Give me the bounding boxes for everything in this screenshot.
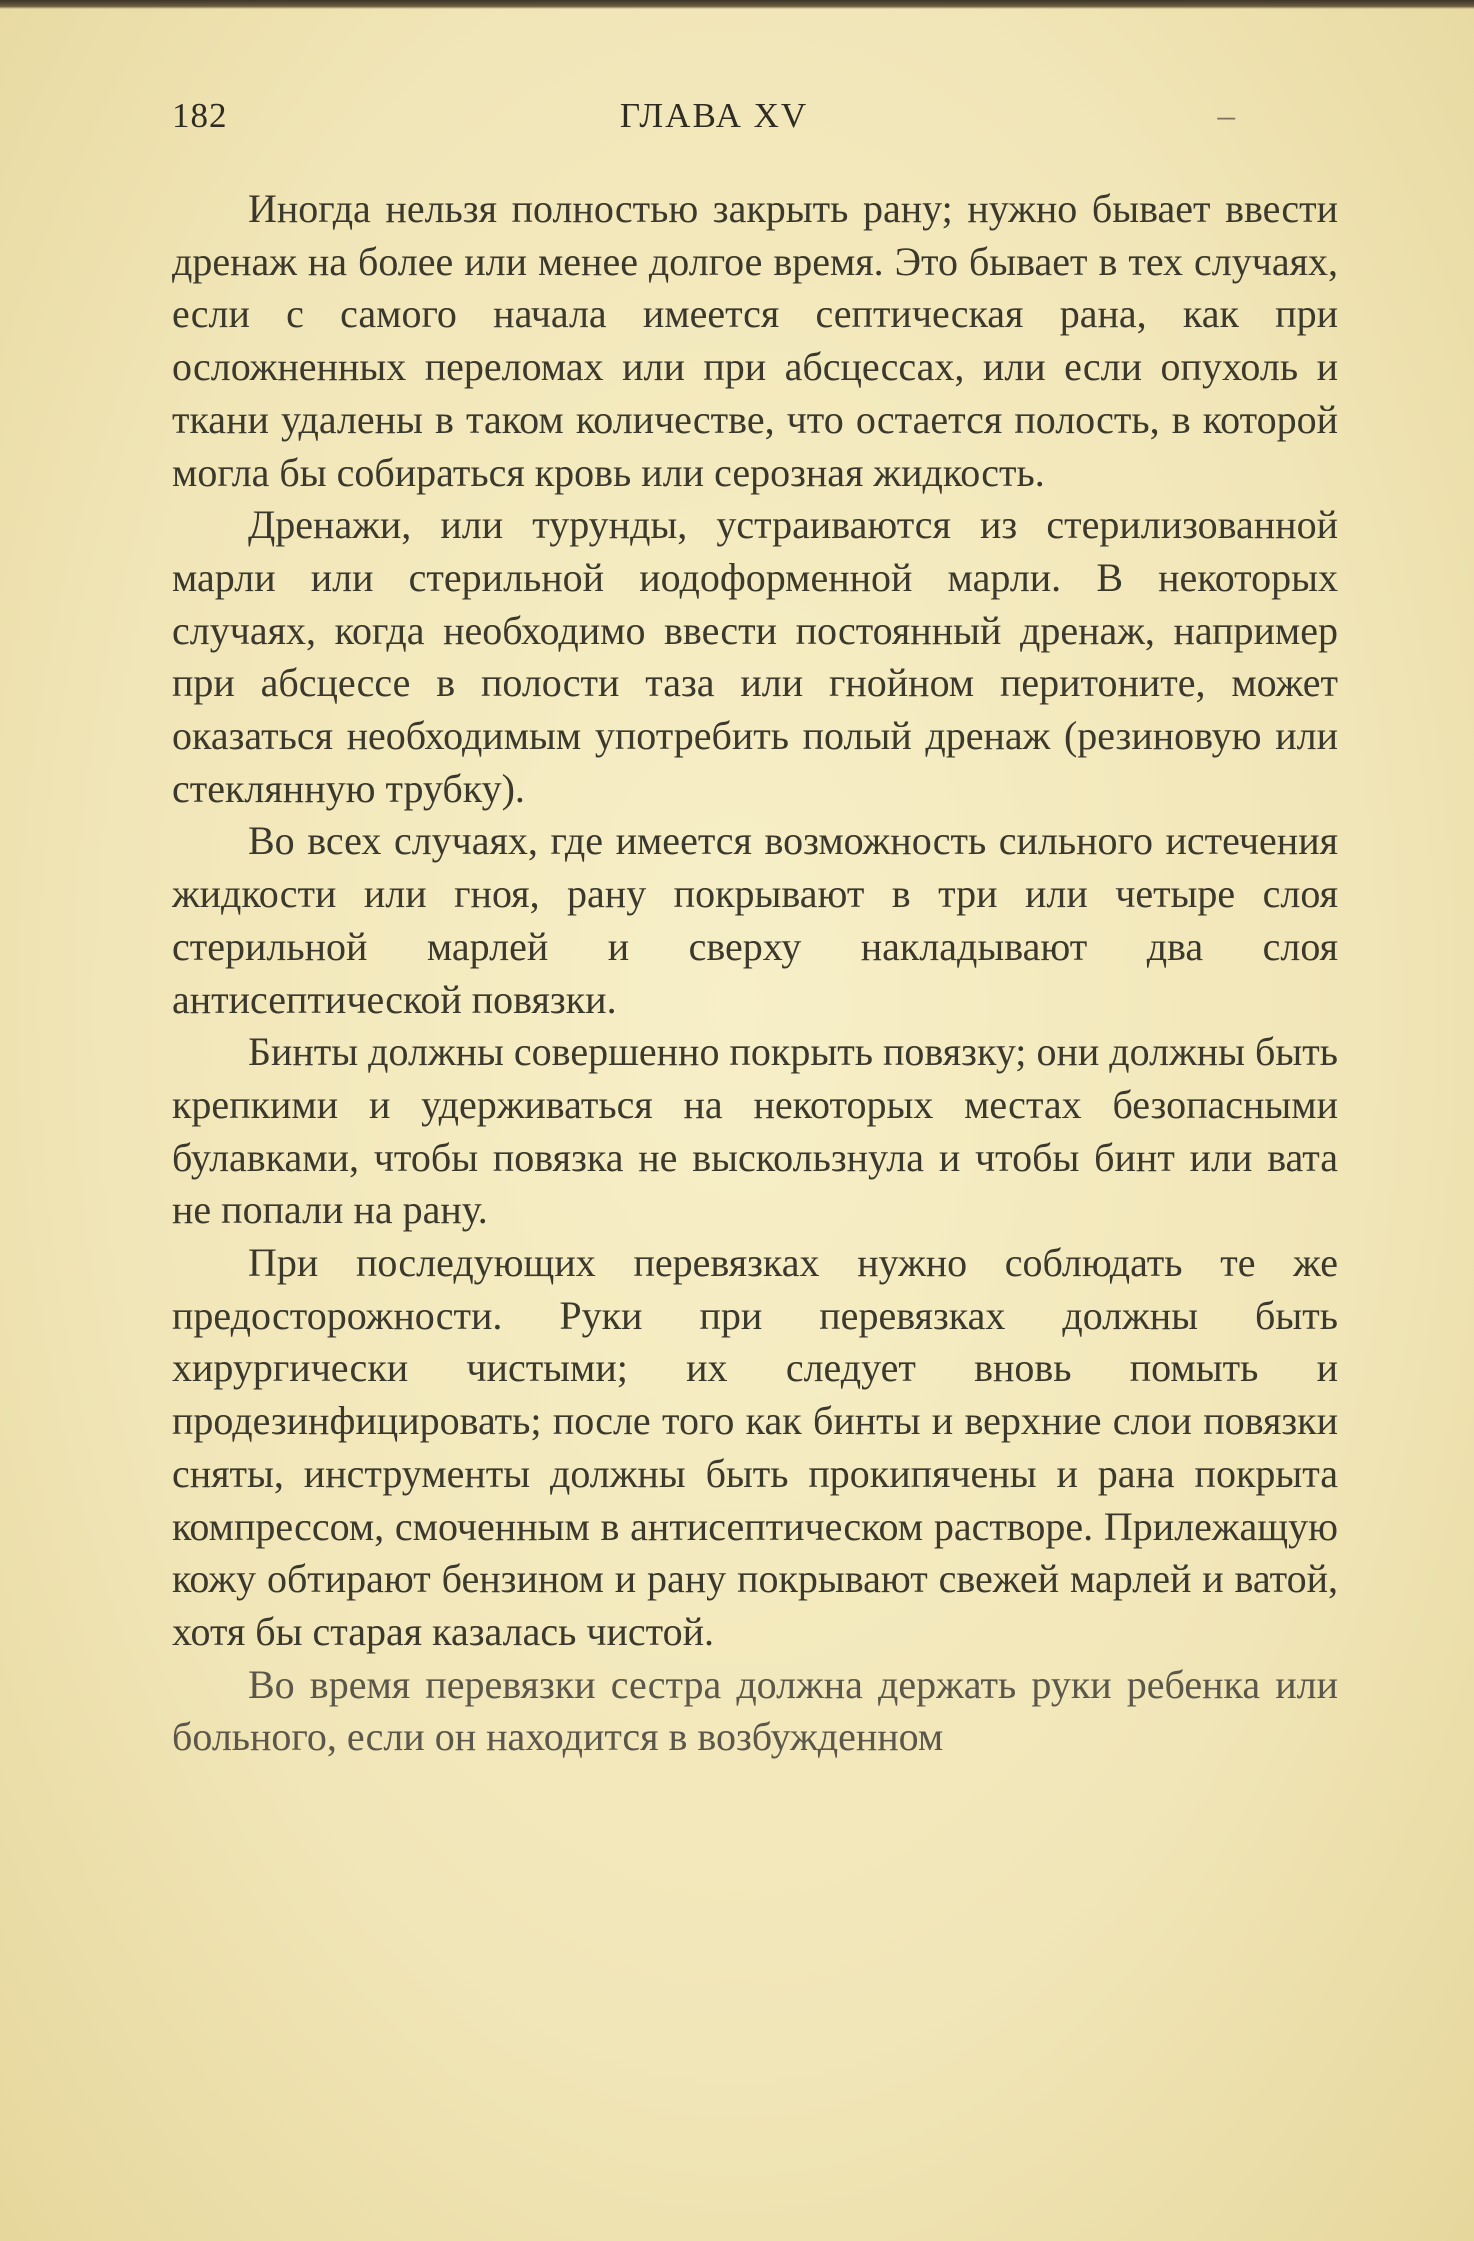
header-dash: – xyxy=(1217,96,1236,135)
paragraph-wound-drainage: Иногда нельзя полностью закрыть рану; нужно бывает ввести дренаж на более или менее долгое время. Это бывает в тех случаях, если с самого начала имеется септическая рана, как при осложненных переломах или при абсцессах, или если опухоль и ткани удалены в таком количестве, что остается полость, в которой могла бы собираться кровь или серозная жидкость. xyxy=(172,186,1338,495)
running-header xyxy=(172,96,1256,148)
page-number: 182 xyxy=(172,96,228,135)
chapter-title: ГЛАВА XV xyxy=(619,96,809,135)
paragraph-discharge-coverage: Во всех случаях, где имеется возможность сильного истечения жидкости или гноя, рану покрывают в три или четыре слоя стерильной марлей и сверху накладывают два слоя антисептической повязки. xyxy=(172,818,1338,1022)
paragraph-subsequent-dressings: При последующих перевязках нужно соблюдать те же предосторожности. Руки при перевязках должны быть хирургически чистыми; их следует вновь помыть и продезинфицировать; после того как бинты и верхние слои повязки сняты, инструменты должны быть прокипячены и рана покрыта компрессом, смоченным в антисептическом растворе. Прилежащую кожу обтирают бензином и рану покрывают свежей марлей и ватой, хотя бы старая казалась чистой. xyxy=(172,1240,1338,1654)
body-text xyxy=(172,183,1338,1764)
paragraph-drain-materials: Дренажи, или турунды, устраиваются из стерилизованной марли или стерильной иодоформенной марли. В некоторых случаях, когда необходимо ввести постоянный дренаж, например при абсцессе в полости таза или гнойном перитоните, может оказаться необходимым употребить полый дренаж (резиновую или стеклянную трубку). xyxy=(172,502,1338,811)
paragraph-nurse-duties: Во время перевязки сестра должна держать руки ребенка или больного, если он находится в возбужденном xyxy=(172,1661,1338,1760)
page-top-edge xyxy=(0,0,1474,9)
paragraph-bandages: Бинты должны совершенно покрыть повязку; они должны быть крепкими и удерживаться на некоторых местах безопасными булавками, чтобы повязка не выскользнула и чтобы бинт или вата не попали на рану. xyxy=(172,1029,1338,1233)
